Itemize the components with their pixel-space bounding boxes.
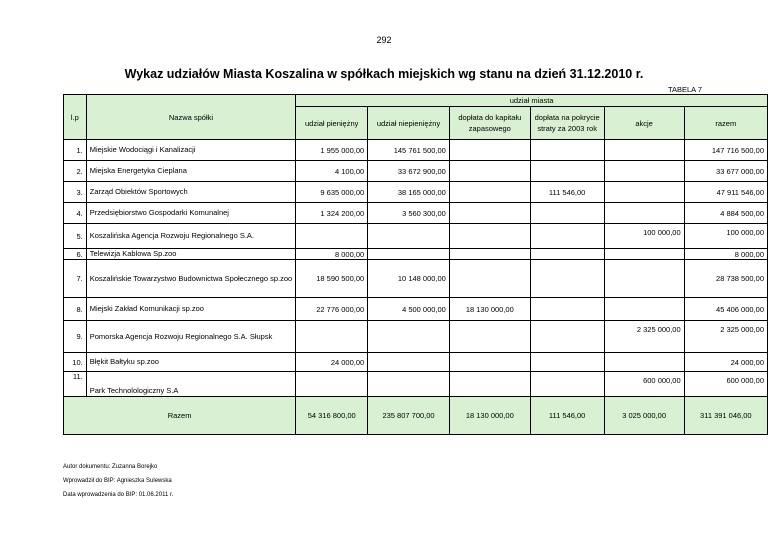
row-capital: 18 130 000,00 xyxy=(449,298,530,321)
table-row xyxy=(64,260,768,298)
row-shares: 2 325 000,00 xyxy=(604,321,684,353)
table-row xyxy=(64,249,768,260)
header-name: Nazwa spółki xyxy=(86,95,295,140)
row-company-name: Miejska Energetyka Cieplana xyxy=(86,161,295,182)
totals-shares: 3 025 000,00 xyxy=(604,397,684,435)
row-total: 4 884 500,00 xyxy=(684,203,767,224)
row-loss: 111 546,00 xyxy=(530,182,604,203)
table-row xyxy=(64,298,768,321)
footer-publisher: Wprowadził do BIP: Agnieszka Sulewska xyxy=(63,478,172,484)
row-lp: 4. xyxy=(64,203,87,224)
row-capital xyxy=(449,372,530,397)
row-noncash: 38 165 000,00 xyxy=(368,182,450,203)
row-cash: 9 635 000,00 xyxy=(296,182,368,203)
row-noncash xyxy=(368,224,450,249)
row-company-name: Park Technolologiczny S.A xyxy=(86,372,295,397)
row-lp: 10. xyxy=(64,353,87,372)
row-lp: 6. xyxy=(64,249,87,260)
row-loss xyxy=(530,353,604,372)
row-shares xyxy=(604,260,684,298)
table-row xyxy=(64,161,768,182)
row-total: 47 911 546,00 xyxy=(684,182,767,203)
row-loss xyxy=(530,161,604,182)
table-row xyxy=(64,372,768,397)
totals-total: 311 391 046,00 xyxy=(684,397,767,435)
row-loss xyxy=(530,140,604,161)
row-company-name: Telewizja Kablowa Sp.zoo xyxy=(86,249,295,260)
row-lp: 1. xyxy=(64,140,87,161)
row-loss xyxy=(530,321,604,353)
row-noncash xyxy=(368,353,450,372)
totals-cash: 54 316 800,00 xyxy=(296,397,368,435)
header-capital: dopłata do kapitału zapasowego xyxy=(449,107,530,140)
row-capital xyxy=(449,260,530,298)
row-capital xyxy=(449,224,530,249)
row-shares xyxy=(604,203,684,224)
shares-table xyxy=(63,94,768,435)
row-noncash: 3 560 300,00 xyxy=(368,203,450,224)
table-row xyxy=(64,182,768,203)
row-capital xyxy=(449,182,530,203)
row-company-name: Miejskie Wodociągi i Kanalizacji xyxy=(86,140,295,161)
row-shares: 600 000,00 xyxy=(604,372,684,397)
row-noncash: 145 761 500,00 xyxy=(368,140,450,161)
row-shares: 100 000,00 xyxy=(604,224,684,249)
table-row xyxy=(64,321,768,353)
row-noncash xyxy=(368,249,450,260)
header-loss: dopłata na pokrycie straty za 2003 rok xyxy=(530,107,604,140)
row-lp: 7. xyxy=(64,260,87,298)
row-total: 45 406 000,00 xyxy=(684,298,767,321)
table-label: TABELA 7 xyxy=(667,85,702,94)
totals-row xyxy=(64,397,768,435)
totals-capital: 18 130 000,00 xyxy=(449,397,530,435)
row-cash: 8 000,00 xyxy=(296,249,368,260)
row-loss xyxy=(530,203,604,224)
row-capital xyxy=(449,353,530,372)
row-cash xyxy=(296,321,368,353)
row-lp: 9. xyxy=(64,321,87,353)
row-capital xyxy=(449,203,530,224)
row-total: 2 325 000,00 xyxy=(684,321,767,353)
row-shares xyxy=(604,353,684,372)
row-lp: 11. xyxy=(64,372,87,397)
row-loss xyxy=(530,249,604,260)
row-company-name: Miejski Zakład Komunikacji sp.zoo xyxy=(86,298,295,321)
row-total: 24 000,00 xyxy=(684,353,767,372)
document-title: Wykaz udziałów Miasta Koszalina w spółkach miejskich wg stanu na dzień 31.12.2010 r. xyxy=(124,67,644,81)
row-noncash xyxy=(368,372,450,397)
table-row xyxy=(64,140,768,161)
row-shares xyxy=(604,161,684,182)
table-row xyxy=(64,203,768,224)
row-total: 100 000,00 xyxy=(684,224,767,249)
totals-noncash: 235 807 700,00 xyxy=(368,397,450,435)
row-total: 147 716 500,00 xyxy=(684,140,767,161)
row-capital xyxy=(449,321,530,353)
row-cash: 1 955 000,00 xyxy=(296,140,368,161)
row-cash: 22 776 000,00 xyxy=(296,298,368,321)
row-cash xyxy=(296,372,368,397)
header-cash: udział pieniężny xyxy=(296,107,368,140)
row-company-name: Przedsiębiorstwo Gospodarki Komunalnej xyxy=(86,203,295,224)
row-company-name: Koszalińskie Towarzystwo Budownictwa Społecznego sp.zoo xyxy=(86,260,295,298)
table-row xyxy=(64,353,768,372)
header-total: razem xyxy=(684,107,767,140)
row-capital xyxy=(449,140,530,161)
row-lp: 2. xyxy=(64,161,87,182)
row-loss xyxy=(530,372,604,397)
row-noncash: 33 672 900,00 xyxy=(368,161,450,182)
header-shares: akcje xyxy=(604,107,684,140)
row-lp: 3. xyxy=(64,182,87,203)
row-loss xyxy=(530,260,604,298)
row-cash: 18 590 500,00 xyxy=(296,260,368,298)
row-capital xyxy=(449,161,530,182)
header-group: udział miasta xyxy=(296,95,768,107)
row-cash: 1 324 200,00 xyxy=(296,203,368,224)
row-company-name: Pomorska Agencja Rozwoju Regionalnego S.A. Słupsk xyxy=(86,321,295,353)
footer-date: Data wprowadzenia do BIP: 01.06.2011 r. xyxy=(63,492,174,498)
page-number: 292 xyxy=(376,35,392,45)
row-total: 33 677 000,00 xyxy=(684,161,767,182)
row-total: 600 000,00 xyxy=(684,372,767,397)
row-company-name: Błękit Bałtyku sp.zoo xyxy=(86,353,295,372)
row-lp: 8. xyxy=(64,298,87,321)
row-loss xyxy=(530,298,604,321)
row-cash: 4 100,00 xyxy=(296,161,368,182)
footer-author: Autor dokumentu: Zuzanna Borejko xyxy=(63,464,158,470)
row-shares xyxy=(604,182,684,203)
header-noncash: udział niepieniężny xyxy=(368,107,450,140)
header-lp: l.p xyxy=(64,95,87,140)
totals-loss: 111 546,00 xyxy=(530,397,604,435)
row-total: 28 738 500,00 xyxy=(684,260,767,298)
row-cash: 24 000,00 xyxy=(296,353,368,372)
row-company-name: Koszalińska Agencja Rozwoju Regionalnego S.A. xyxy=(86,224,295,249)
row-company-name: Zarząd Obiektów Sportowych xyxy=(86,182,295,203)
row-capital xyxy=(449,249,530,260)
row-total: 8 000,00 xyxy=(684,249,767,260)
row-lp: 5. xyxy=(64,224,87,249)
row-shares xyxy=(604,140,684,161)
row-cash xyxy=(296,224,368,249)
row-shares xyxy=(604,249,684,260)
row-noncash: 4 500 000,00 xyxy=(368,298,450,321)
table-row xyxy=(64,224,768,249)
row-loss xyxy=(530,224,604,249)
row-noncash xyxy=(368,321,450,353)
totals-label: Razem xyxy=(64,397,296,435)
row-shares xyxy=(604,298,684,321)
row-noncash: 10 148 000,00 xyxy=(368,260,450,298)
